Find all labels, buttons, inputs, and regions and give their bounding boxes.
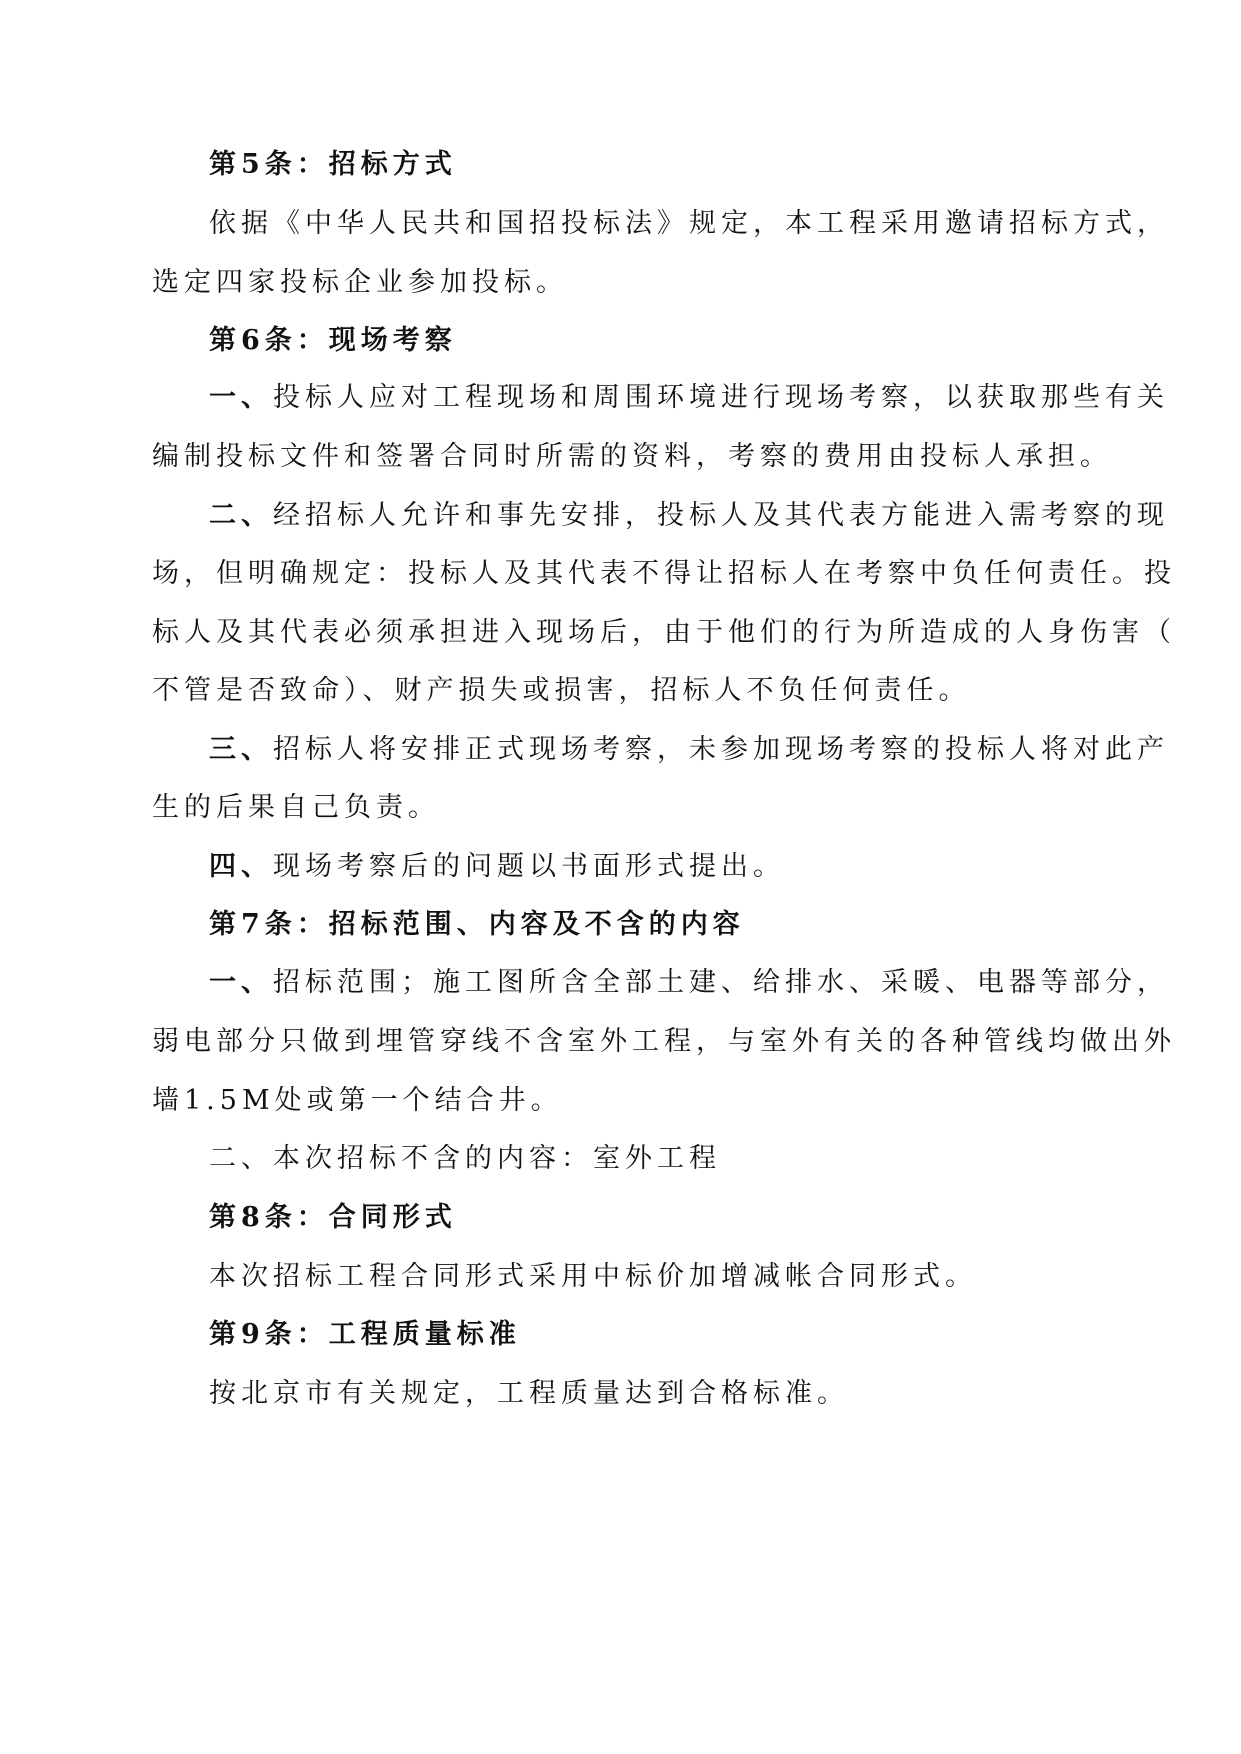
article6-item1-text: 投标人应对工程现场和周围环境进行现场考察，以获取那些有关 [273, 382, 1169, 413]
article7-item1-text: 招标范围；施工图所含全部土建、给排水、采暖、电器等部分， [273, 967, 1169, 998]
article7-item1-prefix: 一、 [209, 967, 273, 998]
article6-item4-text: 现场考察后的问题以书面形式提出。 [273, 851, 785, 882]
article6-item3-line2: 生的后果自己负责。 [152, 792, 440, 823]
article6-item1-line2: 编制投标文件和签署合同时所需的资料，考察的费用由投标人承担。 [152, 441, 1112, 472]
article5-paragraph-line2: 选定四家投标企业参加投标。 [152, 267, 568, 298]
article6-heading: 第6条：现场考察 [209, 325, 457, 356]
article5-heading: 第5条：招标方式 [209, 149, 457, 180]
article6-item3-prefix: 三、 [209, 734, 273, 765]
article6-item2-line3: 标人及其代表必须承担进入现场后，由于他们的行为所造成的人身伤害（ [152, 617, 1176, 648]
article9-paragraph-line1: 按北京市有关规定，工程质量达到合格标准。 [209, 1378, 849, 1409]
article6-item2-text: 经招标人允许和事先安排，投标人及其代表方能进入需考察的现 [273, 500, 1169, 531]
article7-item1-line3: 墙1.5M处或第一个结合井。 [152, 1085, 563, 1116]
article6-item2-prefix: 二、 [209, 500, 273, 531]
article6-item3-line1 [209, 733, 1169, 767]
article6-item4-prefix: 四、 [209, 851, 273, 882]
article6-item1-line1 [209, 381, 1169, 415]
article7-heading: 第7条：招标范围、内容及不含的内容 [209, 909, 745, 940]
article6-item2-line1 [209, 499, 1169, 533]
article9-heading: 第9条：工程质量标准 [209, 1319, 521, 1350]
article7-item2-line1: 二、本次招标不含的内容：室外工程 [209, 1143, 721, 1174]
article6-item4-line1 [209, 850, 785, 884]
article6-item3-text: 招标人将安排正式现场考察，未参加现场考察的投标人将对此产 [273, 734, 1169, 765]
article8-paragraph-line1: 本次招标工程合同形式采用中标价加增减帐合同形式。 [209, 1261, 977, 1292]
article6-item2-line2: 场，但明确规定：投标人及其代表不得让招标人在考察中负任何责任。投 [152, 558, 1176, 589]
article7-item1-line1 [209, 966, 1169, 1000]
article5-paragraph-line1: 依据《中华人民共和国招投标法》规定，本工程采用邀请招标方式， [209, 208, 1169, 239]
article6-item1-prefix: 一、 [209, 382, 273, 413]
article8-heading: 第8条：合同形式 [209, 1202, 457, 1233]
article6-item2-line4: 不管是否致命）、财产损失或损害，招标人不负任何责任。 [152, 675, 971, 706]
article7-item1-line2: 弱电部分只做到埋管穿线不含室外工程，与室外有关的各种管线均做出外 [152, 1026, 1176, 1057]
